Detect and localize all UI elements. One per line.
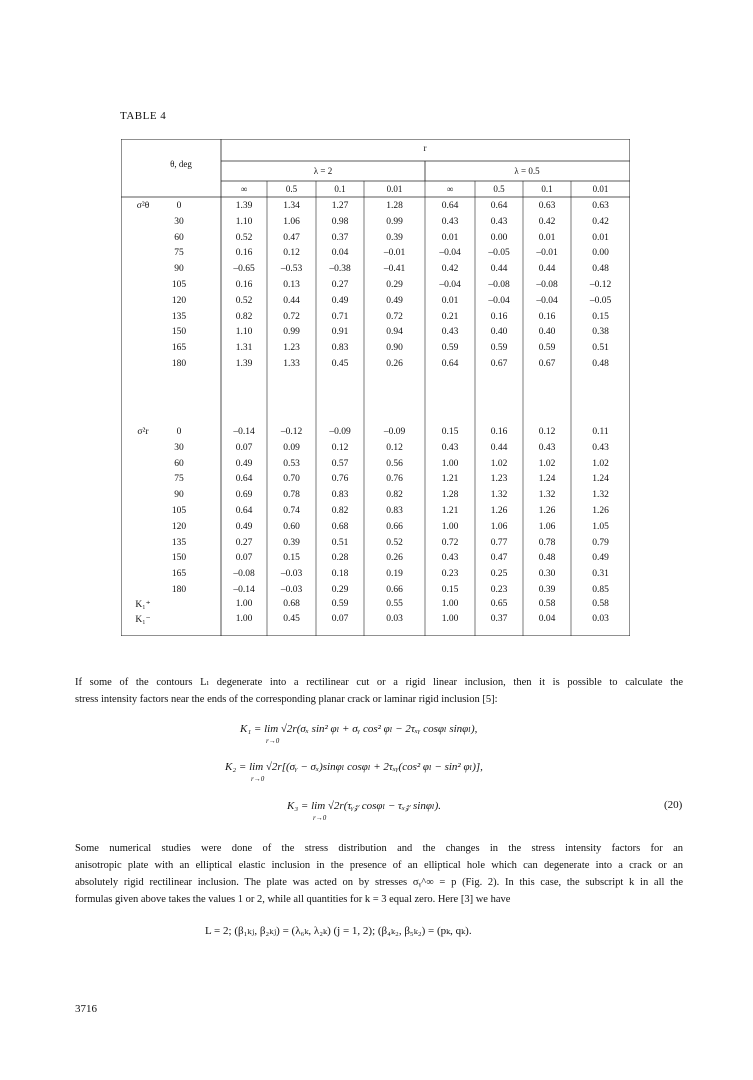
table-cell: –0.09 [329,427,351,437]
column-subheader: ∞ [446,184,454,194]
angle-cell: 135 [171,537,187,548]
table-cell: 0.48 [538,553,556,564]
table-cell: 0.00 [490,232,508,243]
table-cell: 0.98 [331,216,349,227]
table-cell: 0.83 [386,506,403,516]
table-cell: 0.01 [441,295,459,306]
table-cell: –0.04 [488,295,510,306]
table-cell: 0.66 [386,585,403,595]
table-cell: 0.28 [331,553,349,564]
column-subheader: 0.01 [592,184,609,194]
column-subheader: 0.5 [493,184,505,194]
table-cell: 1.28 [386,201,403,211]
table-cell: 1.34 [283,201,300,211]
table-cell: 0.26 [386,553,403,564]
table-cell: 0.72 [283,311,300,322]
paragraph-line: If some of the contours Lₗ degenerate into a rectilinear cut or a rigid linear inclusion, then it is possible to calculate the [75,677,683,688]
equation-k2-limit: r→0 [251,775,265,783]
table-cell: 0.68 [283,599,300,609]
table-cell: 0.15 [441,427,459,437]
table-cell: 0.43 [490,216,508,227]
table-cell: 0.18 [331,569,349,580]
table-cell: 1.00 [235,599,253,609]
table-cell: 0.21 [441,311,459,322]
table-cell: 0.09 [283,442,300,453]
block-label: σ²r [137,427,149,437]
table-cell: 0.43 [441,553,459,564]
table-cell: 0.16 [235,248,253,259]
table-cell: 0.43 [441,216,459,227]
table-cell: 0.30 [538,569,556,580]
table-cell: 0.47 [490,553,508,564]
table-cell: 0.64 [490,201,508,211]
angle-cell: 0 [176,201,182,211]
table-cell: 0.42 [538,216,556,227]
table-cell: 0.58 [592,599,609,609]
table-cell: 0.03 [592,614,609,624]
equation-k3: K₃ = lim √2r(τᵧ𝓏 cosφₗ − τₓ𝓏 sinφₗ). [287,800,441,812]
paragraph-line: Some numerical studies were done of the stress distribution and the changes in the stress intensity factors for an [75,843,683,854]
paragraph-line: anisotropic plate with an elliptical elastic inclusion in the presence of an elliptical hole which can degenerate into a crack or an [75,860,683,871]
table-cell: 1.00 [441,458,459,469]
block-label: σ²θ [136,201,150,211]
table-cell: 1.00 [235,614,253,624]
equation-k3-limit: r→0 [313,814,327,822]
angle-cell: 90 [174,490,184,501]
angle-cell: 90 [174,264,184,275]
table-cell: 0.70 [283,474,300,485]
table-cell: 0.07 [235,442,253,453]
column-subheader: 0.5 [285,184,298,194]
table-cell: 0.03 [386,614,403,624]
table-cell: 0.83 [331,343,349,354]
final-equation: L = 2; (β₁ₖⱼ, β₂ₖⱼ) = (λ₆ₖ, λ₂ₖ) (j = 1, 2); (β₄ₖ₂, β₅ₖ₂) = (pₖ, qₖ). [205,925,472,937]
table-cell: 0.45 [283,614,300,624]
table-cell: 1.06 [283,216,300,227]
table-cell: 0.42 [592,216,609,227]
angle-cell: 165 [171,569,187,580]
table-cell: 1.23 [490,474,508,485]
table-cell: 0.04 [331,248,349,259]
table-cell: 0.27 [331,280,349,290]
table-cell: 1.00 [441,521,459,532]
table-cell: –0.09 [383,427,406,437]
table-cell: 1.32 [490,490,508,501]
column-subheader: 0.1 [541,184,553,194]
table-cell: 0.56 [386,458,403,469]
table-cell: 0.48 [592,359,609,369]
table-cell: 0.44 [538,264,556,275]
table-cell: 0.52 [235,232,253,243]
table-cell: 0.12 [283,248,300,259]
equation-number: (20) [664,799,683,811]
table-cell: 0.15 [441,585,459,595]
table-cell: 0.51 [592,343,609,354]
column-group-label: r [423,143,427,153]
angle-cell: 75 [174,248,184,259]
table-cell: 1.31 [235,343,253,354]
table-cell: 0.78 [538,537,556,548]
table-cell: 1.10 [235,216,253,227]
table-cell: 0.16 [490,427,508,437]
table-cell: 1.02 [490,458,508,469]
angle-cell: 60 [174,458,184,469]
table-cell: 0.51 [331,537,349,548]
table-cell: 0.07 [331,614,349,624]
table-cell: –0.05 [589,295,612,306]
angle-cell: 105 [171,280,187,290]
angle-cell: 30 [174,442,184,453]
table-cell: 0.49 [386,295,403,306]
table-cell: 0.53 [283,458,300,469]
table-cell: 1.32 [538,490,556,501]
table-cell: 0.59 [490,343,508,354]
table-cell: 0.66 [386,521,403,532]
table-cell: 0.68 [331,521,349,532]
table-cell: 0.01 [441,232,459,243]
table-cell: 0.65 [490,599,508,609]
table-cell: –0.12 [280,427,303,437]
table-cell: 0.39 [538,585,556,595]
table-cell: 0.39 [386,232,403,243]
table-cell: 0.76 [331,474,349,485]
table-cell: –0.38 [329,264,351,275]
angle-cell: 0 [176,427,182,437]
table-cell: –0.08 [233,569,255,580]
table-cell: 1.10 [235,327,253,338]
equation-k1-limit: r→0 [266,737,280,745]
angle-column-header: θ, deg [170,159,192,169]
lambda-group-header: λ = 0.5 [514,166,540,176]
table-cell: 0.45 [331,359,349,369]
angle-cell: 150 [171,327,187,338]
table-cell: 0.67 [538,359,556,369]
table-cell: 0.27 [235,537,253,548]
table-cell: 0.91 [331,327,349,338]
table-cell: –0.12 [589,280,612,290]
table-cell: 0.13 [283,280,300,290]
table-cell: –0.53 [280,264,303,275]
table-cell: 0.44 [490,264,508,275]
table-cell: 0.01 [538,232,556,243]
table-cell: 0.79 [592,537,609,548]
table-cell: 0.01 [592,232,609,243]
table-cell: 0.40 [490,327,508,338]
table-cell: 0.12 [386,442,403,453]
table-cell: 0.26 [386,359,403,369]
angle-cell: 60 [174,232,184,243]
table-cell: 1.06 [538,521,556,532]
angle-cell: 120 [171,295,187,306]
table-cell: 0.64 [441,359,459,369]
paragraph-body [75,840,683,908]
table-cell: 0.74 [283,506,300,516]
table-cell: 0.43 [592,442,609,453]
table-cell: 0.19 [386,569,403,580]
angle-cell: 180 [171,585,187,595]
table-cell: 0.83 [331,490,349,501]
table-cell: 0.43 [538,442,556,453]
table-cell: 0.77 [490,537,508,548]
table-cell: 0.12 [538,427,556,437]
table-cell: 0.23 [441,569,459,580]
table-cell: 1.28 [441,490,459,501]
table-cell: –0.01 [383,248,406,259]
table-cell: –0.01 [536,248,558,259]
table-cell: 1.21 [441,506,459,516]
equation-k2: K₂ = lim √2r[(σᵧ − σₓ)sinφₗ cosφₗ + 2τₓᵧ(cos² φₗ − sin² φₗ)], [225,761,483,773]
table-cell: 0.12 [331,442,349,453]
table-cell: 0.42 [441,264,459,275]
table-cell: 0.99 [386,216,403,227]
table-cell: –0.05 [488,248,510,259]
table-cell: 0.49 [235,458,253,469]
table-cell: 1.24 [538,474,556,485]
table-cell: 0.43 [441,327,459,338]
table-cell: 0.59 [441,343,459,354]
table-cell: –0.14 [233,427,255,437]
table-cell: –0.04 [536,295,558,306]
table-cell: 0.00 [592,248,609,259]
table-cell: 0.37 [490,614,508,624]
table-cell: 0.16 [490,311,508,322]
table-cell: 0.23 [490,585,508,595]
table-cell: 0.63 [538,201,556,211]
table-cell: 1.24 [592,474,609,485]
table-cell: 0.39 [283,537,300,548]
table-cell: 0.48 [592,264,609,275]
table-cell: 0.67 [490,359,508,369]
table-cell: 0.44 [490,442,508,453]
table-cell: 0.11 [592,427,609,437]
table-cell: 1.00 [441,614,459,624]
paragraph-line: formulas given above takes the values 1 or 2, while all quantities for k = 3 equal zero. Here [3] we have [75,894,511,905]
table-cell: 0.71 [331,311,349,322]
table-cell: 1.32 [592,490,609,501]
equation-k1: K₁ = lim √2r(σₓ sin² φₗ + σᵧ cos² φₗ − 2τₓᵧ cosφₗ sinφₗ), [240,723,478,735]
table-cell: –0.04 [439,280,461,290]
table-cell: 0.31 [592,569,609,580]
table-cell: 0.25 [490,569,508,580]
table-cell: 0.69 [235,490,253,501]
table-cell: 1.39 [235,359,253,369]
table-cell: 0.59 [331,599,349,609]
table-cell: 1.02 [538,458,556,469]
table-cell: 0.47 [283,232,300,243]
table-cell: 0.29 [331,585,349,595]
table-cell: 1.00 [441,599,459,609]
table-cell: 0.94 [386,327,403,338]
paragraph-intro [75,674,683,708]
paragraph-line: absolutely rigid rectilinear inclusion. The plate was acted on by stresses σᵧ^∞ = p (Fig. 2). In this case, the subscript k in all the [75,877,683,888]
column-subheader: 0.01 [386,184,403,194]
table-cell: –0.65 [233,264,255,275]
table-cell: –0.04 [439,248,461,259]
table-cell: 0.07 [235,553,253,564]
table-cell: 1.21 [441,474,459,485]
column-subheader: 0.1 [334,184,346,194]
table-cell: 0.59 [538,343,556,354]
table-cell: 0.90 [386,343,403,354]
angle-cell: 135 [171,311,187,322]
table-cell: 0.57 [331,458,349,469]
table-cell: 0.64 [235,474,253,485]
table-cell: 0.58 [538,599,556,609]
table-cell: 0.15 [592,311,609,322]
page-number: 3716 [75,1003,97,1015]
table-cell: 0.49 [331,295,349,306]
table-cell: 0.85 [592,585,609,595]
table-cell: 0.29 [386,280,403,290]
table-cell: 0.52 [386,537,403,548]
table-cell: 0.49 [592,553,609,564]
table-cell: 0.04 [538,614,556,624]
table-cell: –0.41 [383,264,406,275]
table-cell: 1.26 [490,506,508,516]
k-row-label: K₁⁻ [135,615,151,625]
angle-cell: 180 [171,359,187,369]
table-cell: –0.08 [488,280,510,290]
table-cell: 0.72 [441,537,459,548]
table-cell: 0.72 [386,311,403,322]
table-cell: 1.23 [283,343,300,354]
table-cell: –0.03 [280,569,303,580]
angle-cell: 150 [171,553,187,564]
table-cell: 0.43 [441,442,459,453]
table-cell: 0.82 [331,506,349,516]
table-cell: 0.15 [283,553,300,564]
table-cell: 1.26 [592,506,609,516]
table-title: TABLE 4 [120,110,167,122]
table-cell: 0.64 [235,506,253,516]
table-cell: 0.16 [538,311,556,322]
column-subheader: ∞ [240,184,248,194]
data-table [121,139,630,636]
angle-cell: 30 [174,216,184,227]
table-cell: 0.49 [235,521,253,532]
table-cell: 0.82 [386,490,403,501]
lambda-group-header: λ = 2 [313,166,333,176]
table-cell: 0.82 [235,311,253,322]
table-cell: 0.40 [538,327,556,338]
table-cell: 1.27 [331,201,349,211]
paragraph-line: stress intensity factors near the ends of the corresponding planar crack or laminar rigid inclusion [5]: [75,694,498,705]
k-row-label: K₁⁺ [135,600,151,610]
table-cell: 1.39 [235,201,253,211]
angle-cell: 165 [171,343,187,354]
table-cell: –0.08 [536,280,558,290]
table-cell: –0.14 [233,585,255,595]
angle-cell: 75 [174,474,184,485]
table-cell: 0.76 [386,474,403,485]
angle-cell: 105 [171,506,187,516]
table-cell: –0.03 [280,585,303,595]
table-cell: 0.16 [235,280,253,290]
table-cell: 1.26 [538,506,556,516]
table-cell: 1.05 [592,521,609,532]
table-cell: 0.52 [235,295,253,306]
table-cell: 1.02 [592,458,609,469]
table-cell: 1.06 [490,521,508,532]
table-cell: 0.38 [592,327,609,338]
table-cell: 0.64 [441,201,459,211]
table-cell: 0.44 [283,295,300,306]
table-cell: 0.60 [283,521,300,532]
table-cell: 0.63 [592,201,609,211]
table-cell: 0.37 [331,232,349,243]
table-cell: 0.78 [283,490,300,501]
table-cell: 1.33 [283,359,300,369]
table-cell: 0.55 [386,599,403,609]
angle-cell: 120 [171,521,187,532]
table-cell: 0.99 [283,327,300,338]
